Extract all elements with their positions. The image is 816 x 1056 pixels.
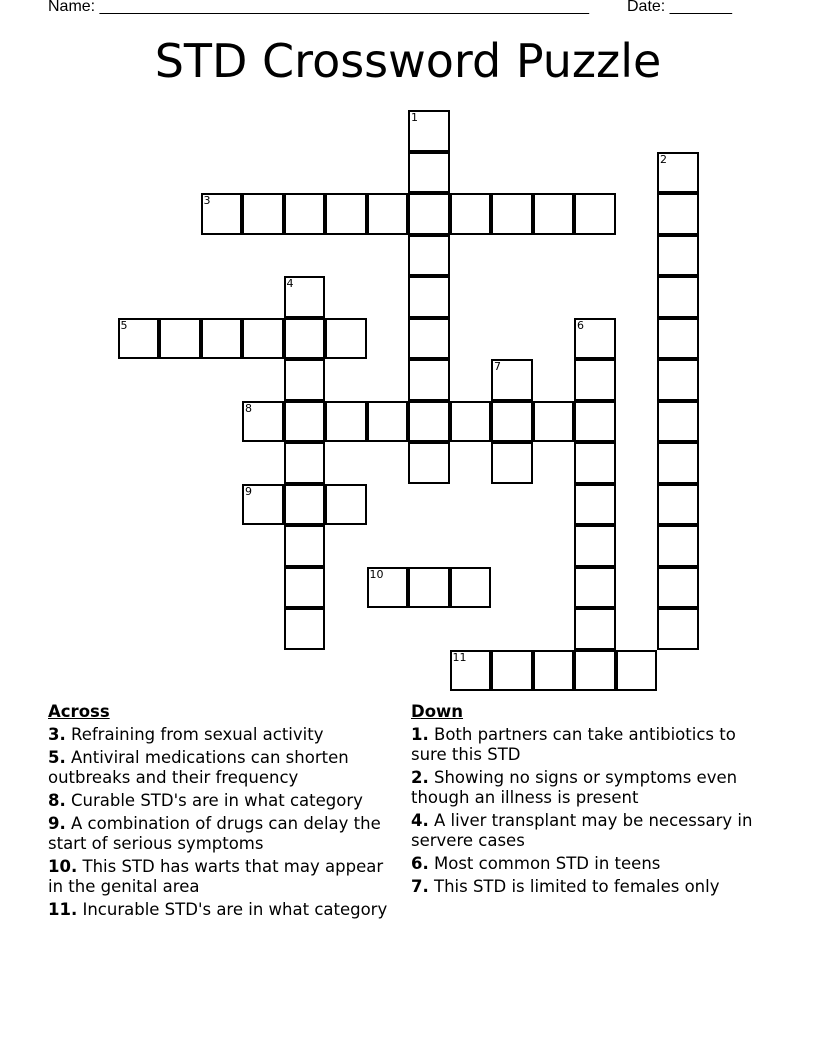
grid-cell[interactable]: [657, 608, 699, 650]
clue-number: 11.: [48, 900, 78, 919]
grid-cell[interactable]: [284, 608, 326, 650]
clue-text: This STD is limited to females only: [434, 877, 720, 896]
clue-across-9: [48, 814, 398, 854]
clue-number: 4.: [411, 811, 429, 830]
grid-cell[interactable]: [408, 359, 450, 401]
clue-down-6: [411, 854, 771, 874]
grid-cell[interactable]: [450, 401, 492, 443]
grid-cell[interactable]: [284, 567, 326, 609]
clue-across-8: [48, 791, 398, 811]
grid-cell[interactable]: [325, 401, 367, 443]
grid-cell[interactable]: [367, 401, 409, 443]
cell-number: 2: [660, 152, 667, 166]
grid-cell[interactable]: [616, 650, 658, 692]
cell-number: 3: [203, 194, 211, 207]
clue-text: Curable STD's are in what category: [71, 791, 363, 810]
cell-number: 8: [245, 401, 252, 415]
grid-cell[interactable]: [574, 608, 616, 650]
grid-cell[interactable]: [533, 401, 575, 443]
grid-cell[interactable]: [574, 318, 616, 360]
cell-number: 11: [452, 650, 467, 664]
grid-cell[interactable]: [574, 401, 616, 443]
clue-across-11: [48, 900, 398, 920]
grid-cell[interactable]: [408, 567, 450, 609]
grid-cell[interactable]: [491, 193, 533, 235]
clue-number: 1.: [411, 725, 429, 744]
grid-cell[interactable]: [574, 484, 616, 526]
grid-cell[interactable]: [367, 193, 409, 235]
cell-number: 7: [494, 360, 501, 373]
grid-cell[interactable]: [242, 401, 284, 443]
clue-number: 9.: [48, 814, 66, 833]
grid-cell[interactable]: [201, 193, 243, 235]
grid-cell[interactable]: [367, 567, 409, 609]
grid-cell[interactable]: [408, 442, 450, 484]
grid-cell[interactable]: [408, 401, 450, 443]
grid-cell[interactable]: [533, 193, 575, 235]
clue-text: This STD has warts that may appear in the genital area: [48, 857, 384, 896]
grid-cell[interactable]: [284, 359, 326, 401]
clue-text: Incurable STD's are in what category: [82, 900, 388, 919]
grid-cell[interactable]: [657, 359, 699, 401]
grid-cell[interactable]: [284, 484, 326, 526]
grid-cell[interactable]: [450, 650, 492, 692]
grid-cell[interactable]: [657, 235, 699, 277]
grid-cell[interactable]: [450, 567, 492, 609]
cell-number: 4: [286, 277, 294, 290]
grid-cell[interactable]: [201, 318, 243, 360]
clue-across-3: [48, 725, 398, 745]
clue-across-10: [48, 857, 398, 897]
clue-text: A combination of drugs can delay the start of serious symptoms: [48, 814, 381, 853]
grid-cell[interactable]: [491, 650, 533, 692]
grid-cell[interactable]: [574, 525, 616, 567]
grid-cell[interactable]: [574, 442, 616, 484]
grid-cell[interactable]: [574, 650, 616, 692]
across-clues: [48, 702, 398, 923]
clue-text: Antiviral medications can shorten outbreaks and their frequency: [48, 748, 349, 787]
cell-number: 5: [120, 318, 128, 332]
grid-cell[interactable]: [242, 193, 284, 235]
clue-text: Most common STD in teens: [434, 854, 661, 873]
cell-number: 10: [369, 567, 384, 581]
grid-cell[interactable]: [574, 359, 616, 401]
grid-cell[interactable]: [491, 442, 533, 484]
grid-cell[interactable]: [657, 525, 699, 567]
grid-cell[interactable]: [325, 318, 367, 360]
clue-down-2: [411, 768, 771, 808]
grid-cell[interactable]: [408, 193, 450, 235]
grid-cell[interactable]: [657, 567, 699, 609]
name-line: Name: _______________________________________________________: [48, 0, 589, 15]
grid-cell[interactable]: [657, 193, 699, 235]
grid-cell[interactable]: [491, 359, 533, 401]
grid-cell[interactable]: [574, 567, 616, 609]
clue-down-7: [411, 877, 771, 897]
page-title: STD Crossword Puzzle: [154, 34, 662, 88]
grid-cell[interactable]: [325, 484, 367, 526]
grid-cell[interactable]: [491, 401, 533, 443]
clue-number: 5.: [48, 748, 66, 767]
grid-cell[interactable]: [574, 193, 616, 235]
cell-number: 1: [411, 111, 418, 124]
clue-number: 7.: [411, 877, 429, 896]
grid-cell[interactable]: [450, 193, 492, 235]
grid-cell[interactable]: [408, 318, 450, 360]
across-heading: Across: [48, 702, 110, 721]
cell-number: 9: [245, 484, 252, 498]
grid-cell[interactable]: [284, 276, 326, 318]
grid-cell[interactable]: [408, 152, 450, 194]
grid-cell[interactable]: [159, 318, 201, 360]
clue-number: 3.: [48, 725, 66, 744]
clue-number: 2.: [411, 768, 429, 787]
grid-cell[interactable]: [408, 276, 450, 318]
grid-cell[interactable]: [657, 442, 699, 484]
grid-cell[interactable]: [284, 318, 326, 360]
grid-cell[interactable]: [533, 650, 575, 692]
grid-cell[interactable]: [118, 318, 160, 360]
grid-cell[interactable]: [408, 235, 450, 277]
down-clues: [411, 702, 771, 900]
clue-down-4: [411, 811, 771, 851]
grid-cell[interactable]: [284, 401, 326, 443]
grid-cell[interactable]: [242, 484, 284, 526]
date-line: Date: _______: [627, 0, 732, 15]
grid-cell[interactable]: [284, 525, 326, 567]
grid-cell[interactable]: [284, 442, 326, 484]
grid-cell[interactable]: [325, 193, 367, 235]
clue-down-1: [411, 725, 771, 765]
clue-number: 6.: [411, 854, 429, 873]
down-heading: Down: [411, 702, 464, 721]
clue-number: 10.: [48, 857, 78, 876]
grid-cell[interactable]: [408, 110, 450, 152]
grid-cell[interactable]: [657, 318, 699, 360]
clue-across-5: [48, 748, 398, 788]
grid-cell[interactable]: [657, 276, 699, 318]
clue-text: Showing no signs or symptoms even though an illness is present: [411, 768, 738, 807]
grid-cell[interactable]: [242, 318, 284, 360]
clue-number: 8.: [48, 791, 66, 810]
grid-cell[interactable]: [657, 152, 699, 194]
cell-number: 6: [577, 318, 584, 332]
clue-text: Refraining from sexual activity: [71, 725, 324, 744]
grid-cell[interactable]: [284, 193, 326, 235]
clue-text: A liver transplant may be necessary in servere cases: [411, 811, 753, 850]
grid-cell[interactable]: [657, 484, 699, 526]
clue-text: Both partners can take antibiotics to sure this STD: [411, 725, 736, 764]
grid-cell[interactable]: [657, 401, 699, 443]
